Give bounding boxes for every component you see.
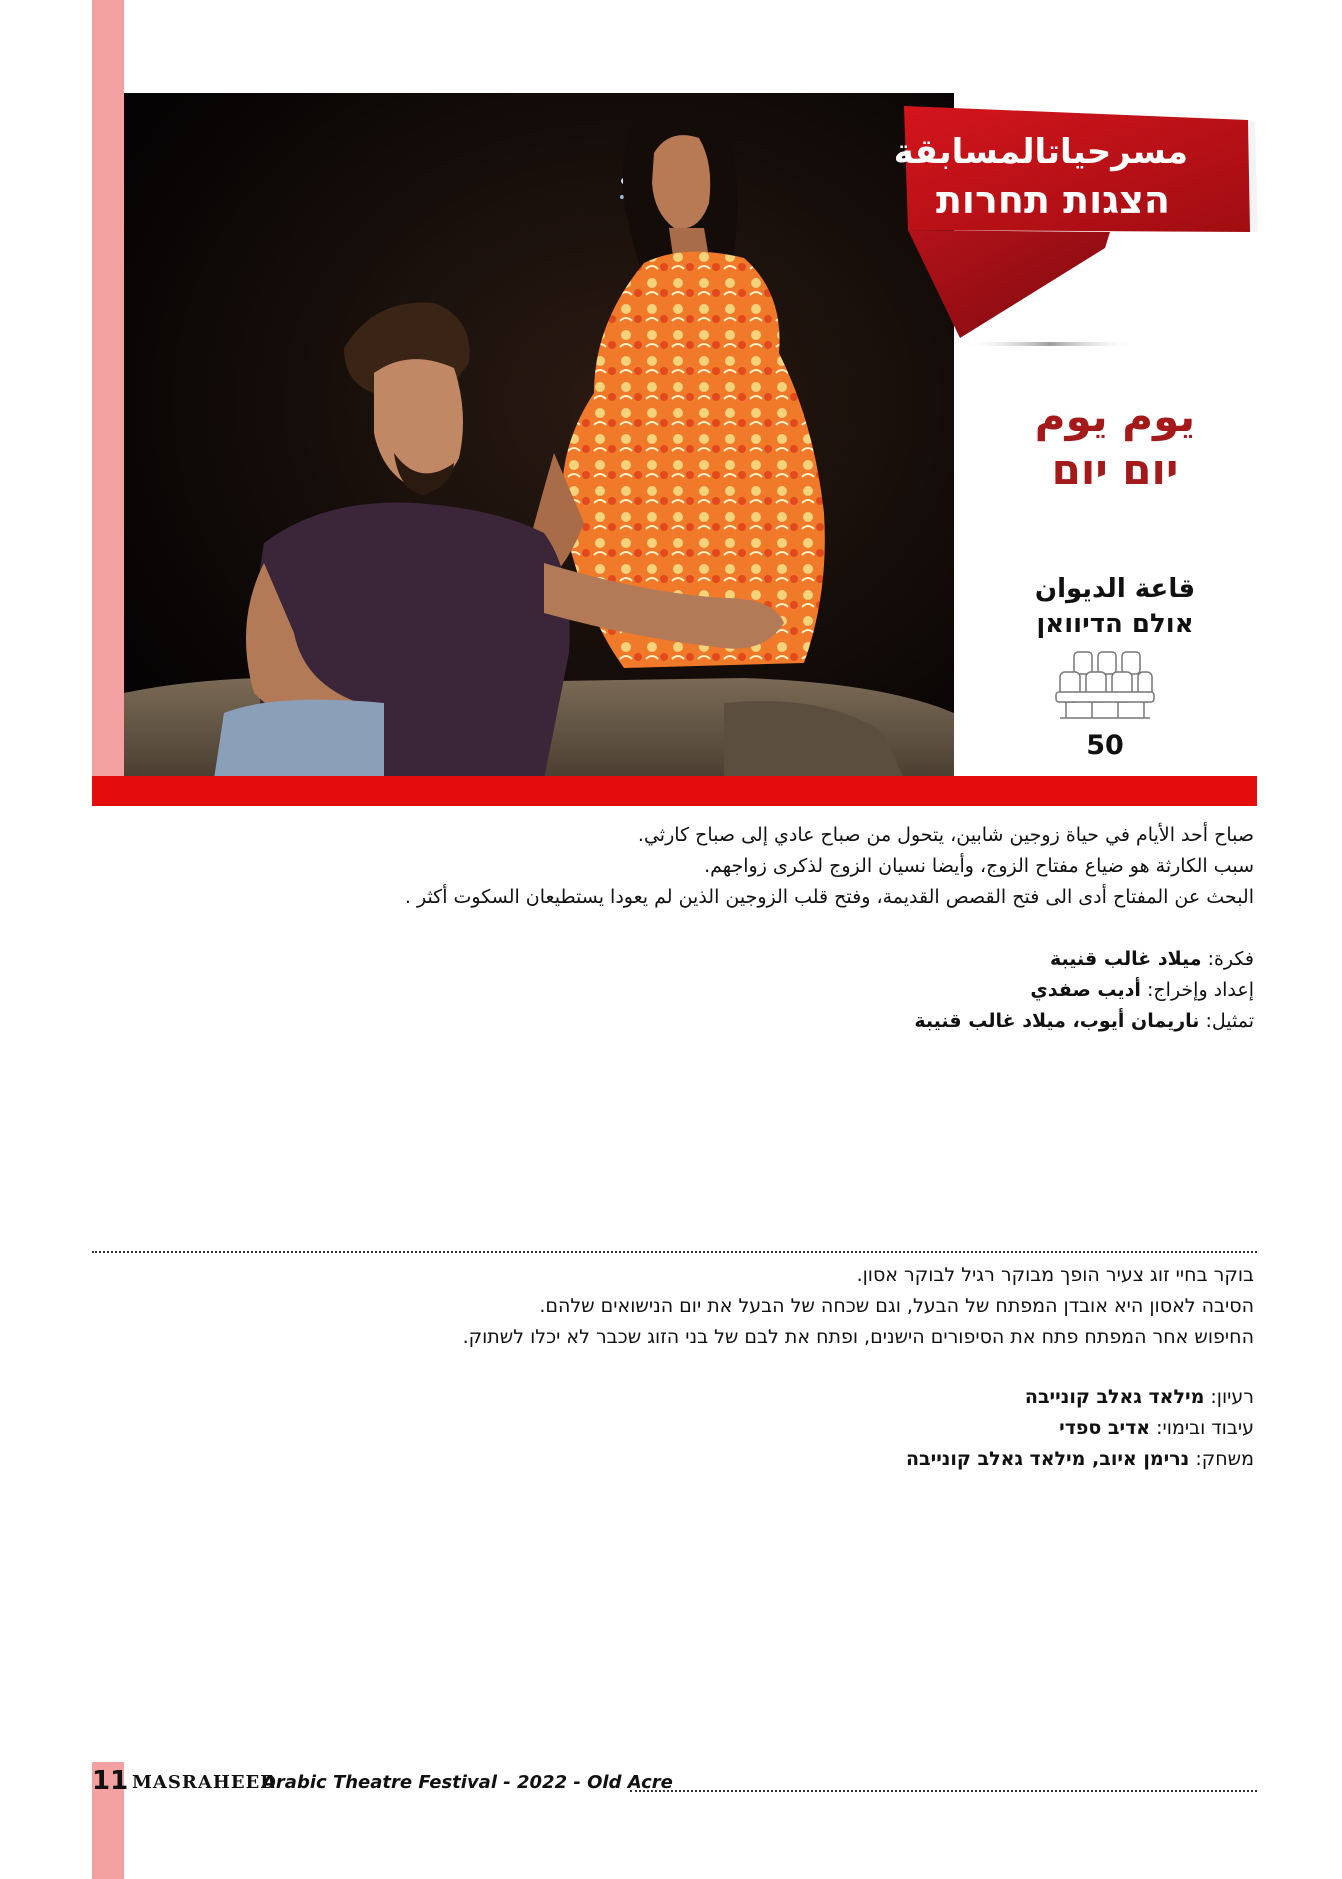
credit-line <box>154 975 1254 1006</box>
section-title-hebrew: הצגות תחרות <box>935 178 1171 222</box>
section-ribbon <box>893 98 1260 358</box>
credit-value: أديب صفدي <box>1030 979 1141 1001</box>
hebrew-description-line: בוקר בחיי זוג צעיר הופך מבוקר רגיל לבוקר אסון. <box>856 1264 1254 1286</box>
credit-line <box>154 1413 1254 1444</box>
arabic-description-line: صباح أحد الأيام في حياة زوجين شابين، يتحول من صباح عادي إلى صباح كارثي. <box>637 824 1254 846</box>
show-title-hebrew: יום יום <box>1051 445 1179 494</box>
credit-label: فكرة: <box>1201 948 1254 970</box>
credit-label: משחק: <box>1189 1448 1254 1470</box>
credit-value: ناريمان أيوب، ميلاد غالب قنيبة <box>914 1010 1200 1032</box>
credit-label: עיבוד ובימוי: <box>1150 1417 1254 1439</box>
dotted-separator <box>92 1251 1257 1253</box>
credit-label: إعداد وإخراج: <box>1140 979 1254 1001</box>
venue-name-arabic: قاعة الديوان <box>1034 574 1196 604</box>
page-number: 11 <box>92 1766 129 1796</box>
hebrew-description-line: הסיבה לאסון היא אובדן המפתח של הבעל, וגם שכחה של הבעל את יום הנישואים שלהם. <box>539 1295 1254 1317</box>
credit-value: מילאד גאלב קונייבה <box>1024 1386 1205 1408</box>
credit-line <box>154 1382 1254 1413</box>
arabic-description-line: سبب الكارثة هو ضياع مفتاح الزوج، وأيضا نسيان الزوج لذكرى زواجهم. <box>704 855 1254 877</box>
red-divider-band <box>92 776 1257 806</box>
credit-line <box>154 1444 1254 1475</box>
credit-value: נרימן איוב, מילאד גאלב קונייבה <box>905 1448 1190 1470</box>
page-footer <box>92 1766 1257 1798</box>
arabic-description <box>154 820 1254 913</box>
credit-value: ميلاد غالب قنيبة <box>1050 948 1202 970</box>
performance-photo <box>124 93 954 779</box>
section-title-arabic: مسرحياتالمسابقة <box>893 132 1188 172</box>
hebrew-description-line: החיפוש אחר המפתח פתח את הסיפורים הישנים, ופתח את לבם של בני הזוג שכבר לא יכלו לשתוק. <box>462 1326 1254 1348</box>
credit-line <box>154 1006 1254 1037</box>
arabic-description-line: البحث عن المفتاح أدى الى فتح القصص القديمة، وفتح قلب الزوجين الذين لم يعودا يستطيعان السكوت أكثر . <box>404 886 1254 908</box>
venue-name-hebrew: אולם הדיוואן <box>1036 609 1194 639</box>
footer-dotted-line <box>630 1790 1257 1792</box>
festival-tagline: Arabic Theatre Festival - 2022 - Old Acre <box>262 1772 673 1793</box>
theatre-seats-icon <box>1052 648 1158 724</box>
credit-label: רעיון: <box>1204 1386 1254 1408</box>
arabic-credits <box>154 944 1254 1037</box>
show-title-arabic: يوم يوم <box>1034 392 1196 441</box>
seats-count: 50 <box>1086 730 1124 761</box>
hebrew-description <box>154 1260 1254 1353</box>
brand-logo: MASRAHEED <box>132 1772 277 1793</box>
hebrew-credits <box>154 1382 1254 1475</box>
left-margin-stripe <box>92 0 124 778</box>
actors-illustration <box>124 93 954 779</box>
credit-line <box>154 944 1254 975</box>
credit-label: تمثيل: <box>1199 1010 1254 1032</box>
credit-value: אדיב ספדי <box>1059 1417 1151 1439</box>
